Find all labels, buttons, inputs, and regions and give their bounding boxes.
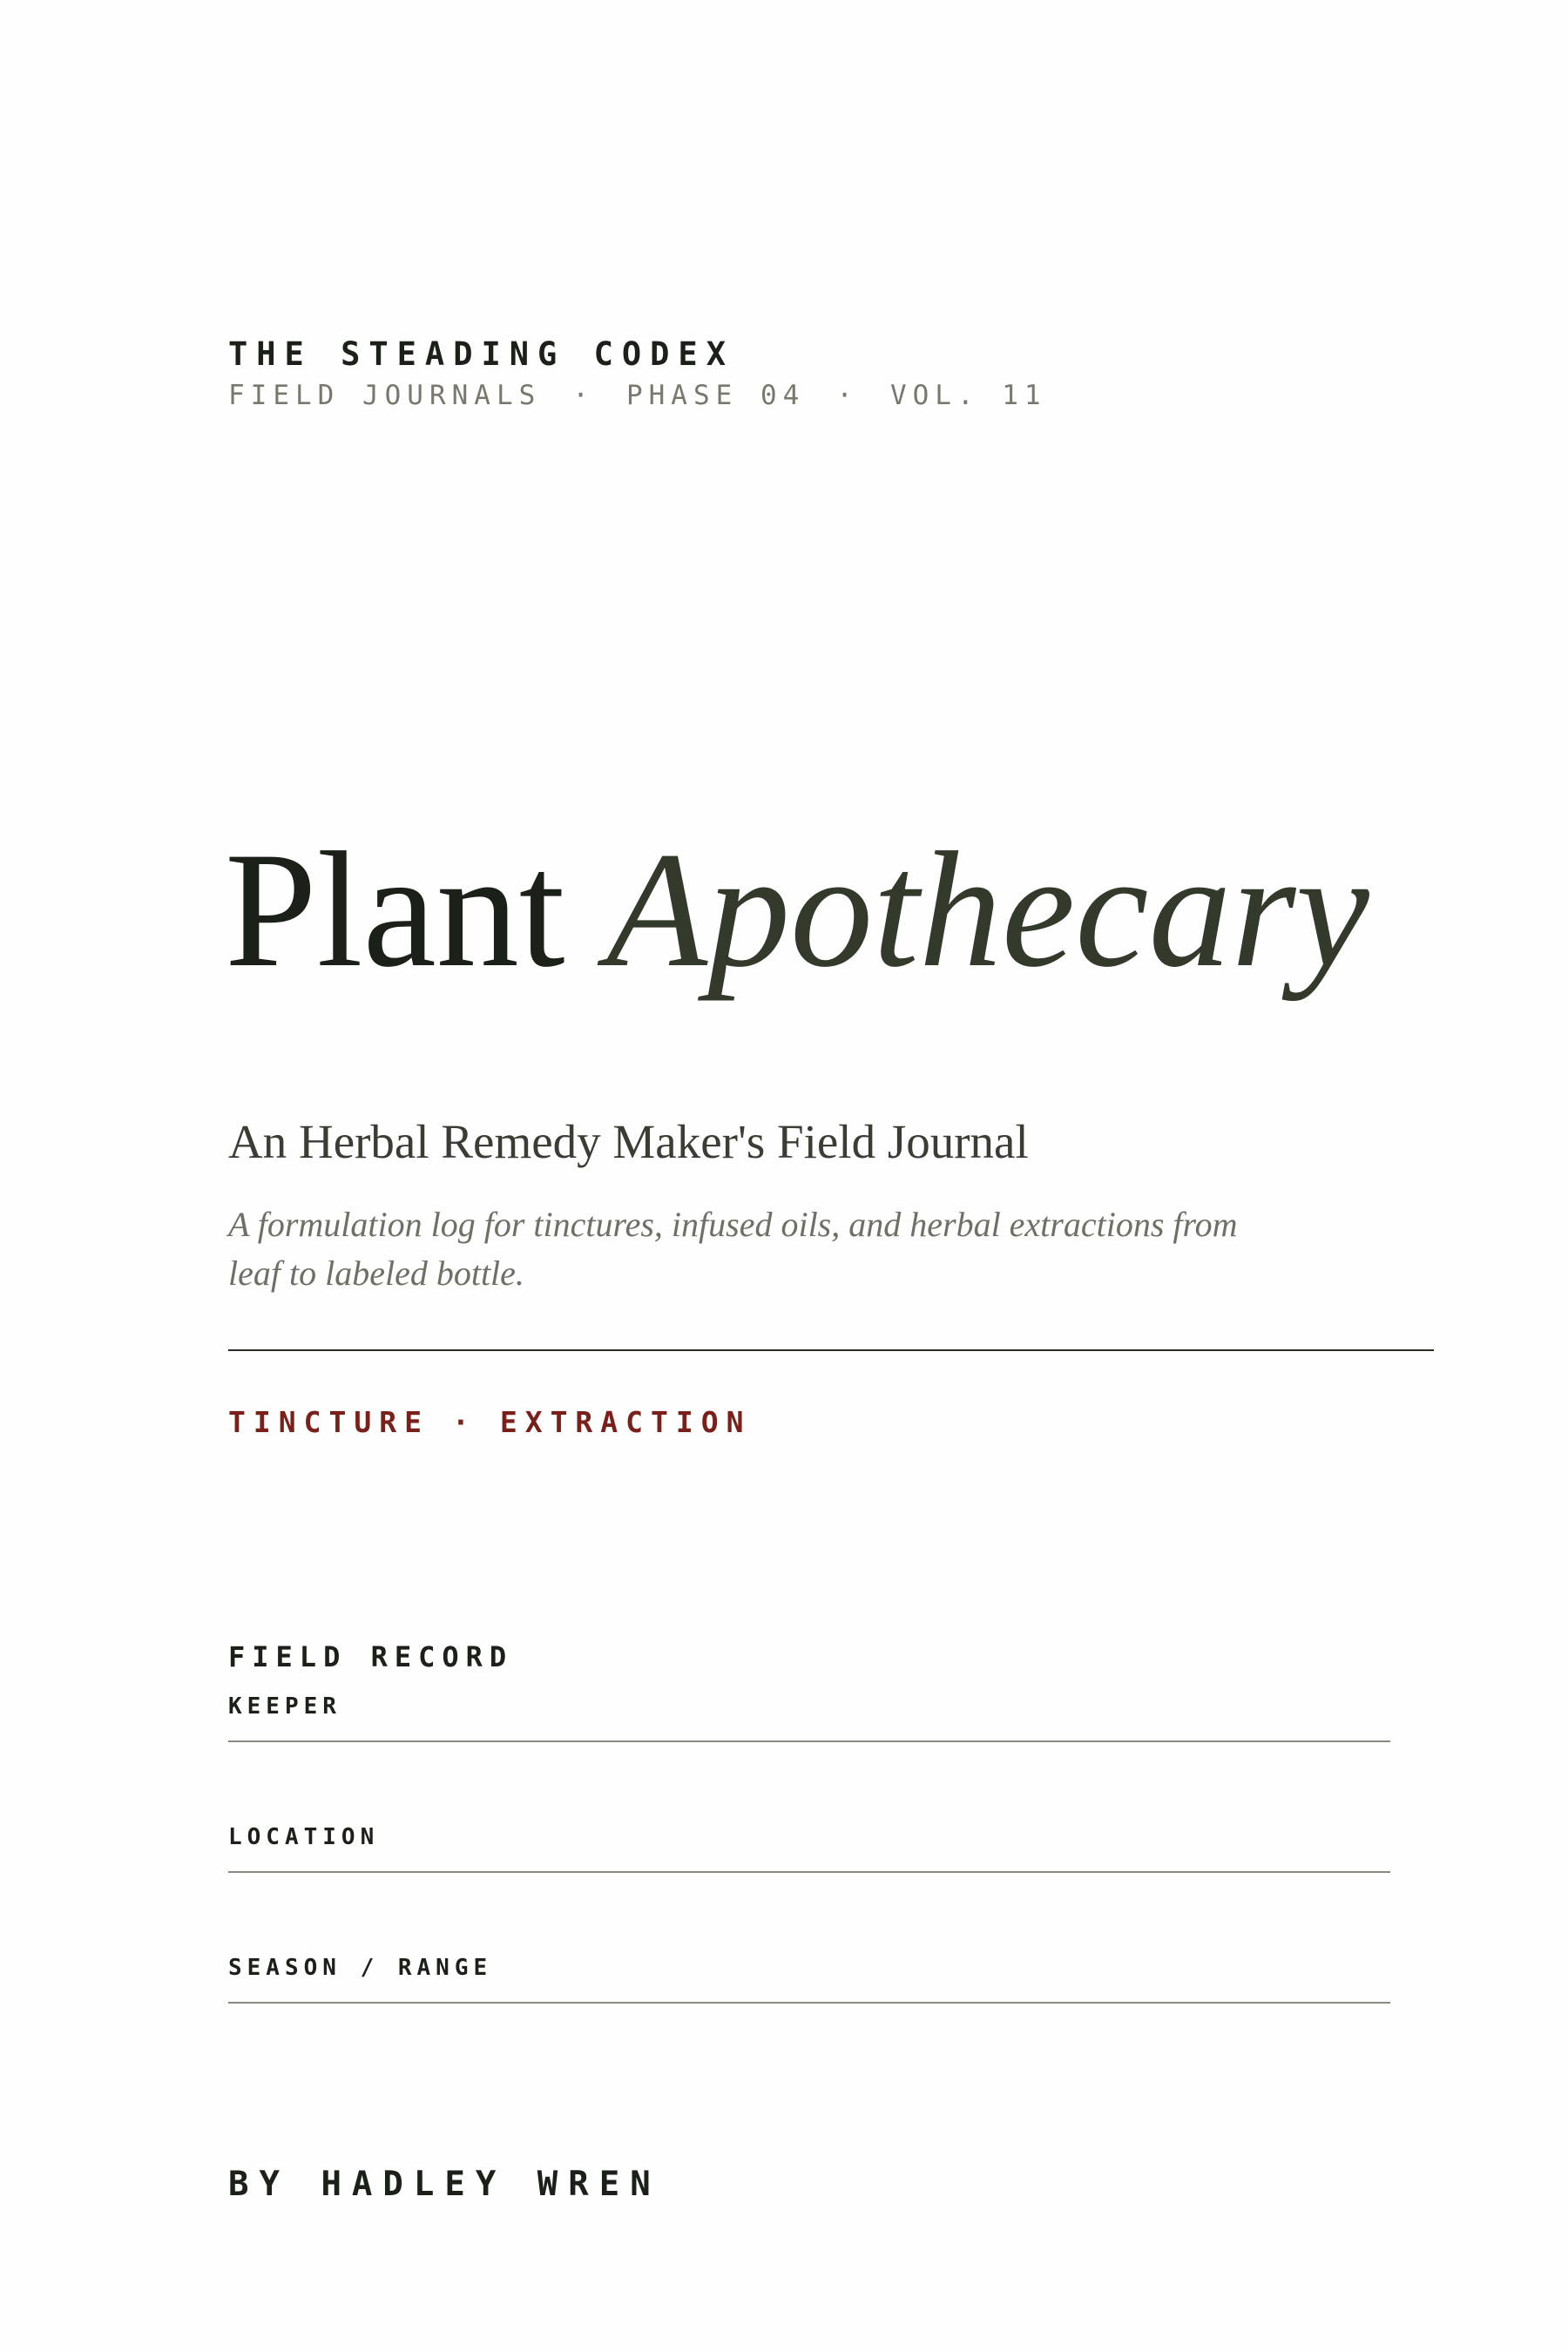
subtitle: An Herbal Remedy Maker's Field Journal — [228, 1115, 1029, 1168]
byline: BY HADLEY WREN — [228, 2165, 661, 2204]
keeper-line — [228, 1740, 1390, 1742]
category-second: EXTRACTION — [499, 1405, 752, 1439]
location-label: LOCATION — [228, 1824, 380, 1850]
phase-label: PHASE 04 — [625, 380, 806, 411]
category-separator: · — [451, 1405, 477, 1439]
category-first: TINCTURE — [228, 1405, 429, 1439]
season-range-label: SEASON / RANGE — [228, 1955, 493, 1981]
title-plain: Plant — [225, 819, 565, 1002]
series-line — [228, 382, 1047, 409]
volume-label: VOL. 11 — [889, 380, 1047, 411]
keeper-field[interactable] — [228, 1695, 1390, 1718]
season-range-field[interactable] — [228, 1957, 1390, 1979]
location-line — [228, 1871, 1390, 1873]
page-title — [225, 819, 1369, 1002]
description: A formulation log for tinctures, infused oils, and herbal extractions from leaf to labeled bottle. — [228, 1205, 1238, 1293]
series-name: FIELD JOURNALS — [228, 380, 542, 411]
field-record-heading: FIELD RECORD — [228, 1640, 514, 1673]
divider-rule — [228, 1349, 1434, 1351]
season-range-line — [228, 2002, 1390, 2004]
category-tag — [228, 1405, 752, 1439]
masthead — [228, 335, 1047, 411]
keeper-label: KEEPER — [228, 1693, 341, 1720]
series-separator: · — [572, 380, 595, 411]
title-italic: Apothecary — [606, 819, 1369, 1002]
brand-name: THE STEADING CODEX — [228, 335, 734, 373]
location-field[interactable] — [228, 1826, 1390, 1848]
volume-separator: · — [836, 380, 859, 411]
